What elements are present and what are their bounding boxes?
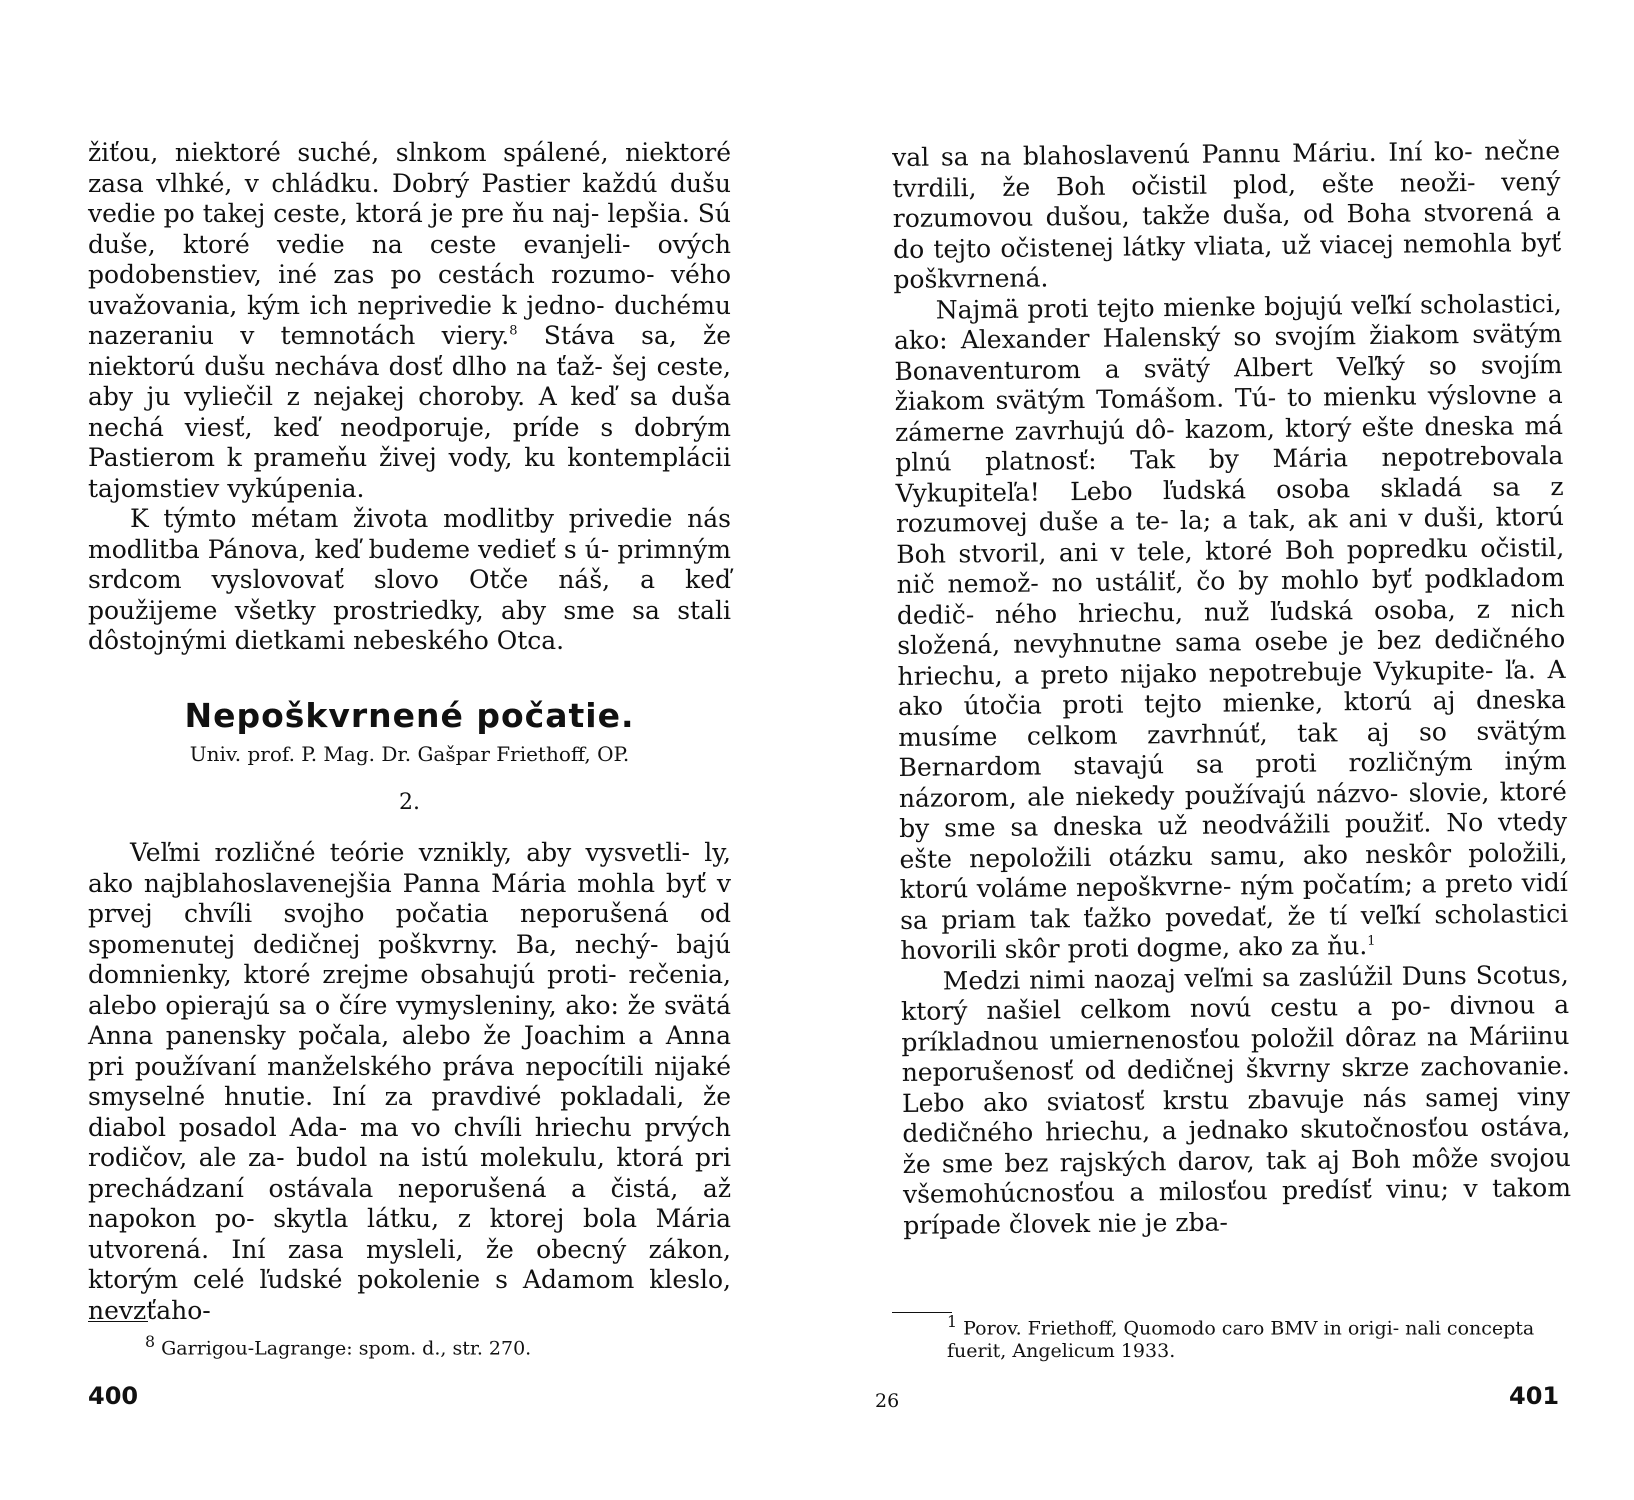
text-line: Veľký so svojím žiakom svätým Tomášom. Tú- <box>894 349 1563 416</box>
text-line: vého uvažovania, kým ich neprivedie k jedno- <box>88 260 731 320</box>
article-heading: Nepoškvrnené počatie. <box>184 695 635 735</box>
text-line: proti dogme, ako za ňu. <box>1067 931 1368 964</box>
paragraph-continued <box>892 136 1562 295</box>
text-line: Medzi nimi naozaj veľmi sa zaslúžil Duns <box>942 960 1467 996</box>
text-line: povedať, že tí veľkí scholastici hovorili skôr <box>900 898 1569 965</box>
text-line: scholastici, ako: Alexander Halenský so svojím <box>893 288 1562 355</box>
footnote-marker: 8 <box>145 1332 156 1351</box>
text-line: krstu zbavuje nás samej viny dedičného <box>902 1081 1571 1148</box>
footnote-marker: 8 <box>509 323 518 339</box>
text-line: ako neskôr položili, ktorú voláme nepoškvrne- <box>899 837 1568 904</box>
footnote <box>145 1330 531 1360</box>
text-line: príde s dobrým Pastierom k prameňu živej <box>88 412 731 472</box>
signature-mark: 26 <box>875 1390 900 1412</box>
right-text-column <box>892 136 1571 1241</box>
text-line: to mienku výslovne a zámerne zavrhujú dô- <box>894 379 1563 447</box>
page-number: 400 <box>88 1382 139 1410</box>
paragraph-duns-scotus <box>901 959 1572 1240</box>
text-line: sme bez rajských darov, tak aj Boh môže <box>941 1143 1479 1179</box>
footnote-marker: 1 <box>947 1312 958 1331</box>
text-line: ľudské pokolenie s Adamom kleslo, nevzťaho- <box>88 1265 732 1325</box>
text-line: za pravdivé pokladali, že diabol posadol Ada- <box>88 1082 731 1142</box>
text-line: val sa na blahoslavenú Pannu Máriu. Iní ko- <box>892 136 1473 172</box>
footnote-marker: 1 <box>1367 933 1376 949</box>
text-line: iným názorom, ale niekedy používajú názvo- <box>898 745 1567 813</box>
article-author: Univ. prof. P. Mag. Dr. Gašpar Friethoff, OP. <box>189 742 630 766</box>
text-line: bajú domnienky, ktoré zrejme obsahujú proti- <box>88 929 731 989</box>
text-line: svätým Bernardom stavajú sa proti rozličným <box>898 715 1567 782</box>
text-line: ly, ako najblahoslavenejšia Panna Mária mohla <box>88 838 731 898</box>
text-line: Najmä proti tejto mienke bojujú veľkí <box>935 290 1412 325</box>
text-line: žiťou, niektoré suché, slnkom spálené, niektoré <box>88 138 731 167</box>
right-page <box>817 0 1634 1500</box>
text-line: hriechu, a jednako skutočnosťou ostáva, že <box>902 1111 1571 1179</box>
text-line: ostávala neporušená a čistá, až napokon po- <box>88 1173 731 1233</box>
text-line: svojou všemohúcnosťou a milosťou predísť <box>902 1142 1571 1209</box>
text-line: K týmto métam života modlitby privedie <box>130 504 673 533</box>
text-line: v tele, ktoré Boh popredku očistil, nič nemož- <box>896 532 1565 599</box>
text-line: zasa mysleli, že obecný zákon, ktorým celé <box>88 1234 731 1294</box>
text-line: Scotus, ktorý našiel celkom novú cestu a po- <box>900 959 1569 1026</box>
text-line: ného hriechu, nuž ľudská osoba, z nich složená, <box>897 593 1566 660</box>
text-line: vený rozumovou dušou, takže duša, od Boha <box>892 166 1561 233</box>
text-line: ových podobenstiev, iné zas po cestách rozumo- <box>88 229 731 289</box>
section-number: 2. <box>399 789 420 815</box>
text-line: skytla látku, z ktorej bola Mária utvorená. Iní <box>88 1204 732 1264</box>
text-line: vody, ku kontemplácii tajomstiev vykúpenia. <box>88 443 731 503</box>
text-line: budol na istú molekulu, ktorá pri prechádzaní <box>88 1143 731 1203</box>
footnote-text: nali concepta fuerit, Angelicum 1933. <box>947 1317 1535 1363</box>
footnote-rule <box>892 1312 952 1313</box>
text-line: nečne tvrdili, že Boh očistil plod, ešte neoži- <box>892 136 1561 203</box>
text-line: žiakom svätým Bonaventurom a svätý Albert <box>894 318 1563 386</box>
text-line: viacej nemohla byť poškvrnená. <box>893 227 1562 294</box>
paragraph-scholastici <box>894 288 1569 966</box>
page-number: 401 <box>1509 1382 1560 1410</box>
text-line: dneska musíme celkom zavrhnúť, tak aj so <box>898 684 1567 752</box>
text-line: ľa. A ako útočia proti tejto mienke, ktorú aj <box>897 654 1566 721</box>
paragraph-teorie <box>88 838 731 1326</box>
text-line: divnou a príkladnou umiernenosťou položil <box>901 989 1570 1057</box>
text-line: lepšia. Sú duše, ktoré vedie na ceste evanjeli- <box>88 199 731 259</box>
text-line: dušu vedie po takej ceste, ktorá je pre ňu naj- <box>88 168 732 228</box>
footnote-rule <box>88 1321 148 1322</box>
text-line: použiť. No vtedy ešte nepoložili otázku samu, <box>899 806 1568 874</box>
footnote-text: Garrigou-Lagrange: spom. d., str. 270. <box>161 1337 532 1360</box>
text-line: zasa vlhké, v chládku. Dobrý Pastier každú <box>88 168 658 198</box>
text-line: rečenia, alebo opierajú sa o číre vymysleniny, <box>88 960 731 1020</box>
paragraph-modlitba <box>88 504 731 657</box>
text-line: vinu; v takom prípade človek nie je zba- <box>903 1172 1572 1240</box>
text-line: byť v prvej chvíli svojho počatia neporušená <box>88 868 731 928</box>
footnote <box>947 1310 1547 1363</box>
text-line: nevyhnutne sama osebe je bez dedičného <box>1013 623 1566 659</box>
text-line: a keď použijeme všetky prostriedky, aby sme <box>88 565 731 625</box>
text-line: nás modlitba Pánova, keď budeme vedieť s ú- <box>88 504 731 564</box>
text-line: primným srdcom vyslovovať slovo Otče náš, <box>88 534 732 594</box>
text-line: la; a tak, ak ani v duši, ktorú Boh stvoril, ani <box>896 501 1565 569</box>
text-line: kazom, ktorý ešte dneska má plnú platnosť: <box>895 410 1564 477</box>
text-line: šej ceste, aby ju vyliečil z nejakej choroby. <box>88 351 731 411</box>
text-line: ako: že svätá Anna panensky počala, alebo že <box>88 990 731 1050</box>
text-line: no ustáliť, čo by mohlo byť podkladom dedič- <box>896 562 1565 630</box>
text-line: práva nepocítili nijaké smyselné hnutie. Iní <box>88 1051 731 1111</box>
text-line: A keď sa duša nechá viesť, keď neodporuje, <box>88 382 731 442</box>
text-line: ným počatím; a preto vidí sa priam tak ťažko <box>899 867 1568 935</box>
footnote-text: Porov. Friethoff, Quomodo caro BMV in origi- <box>963 1317 1400 1340</box>
text-line: slovie, ktoré by sme sa dneska už neodvážili <box>899 776 1567 843</box>
text-line: od spomenutej dedičnej poškvrny. Ba, nechý- <box>88 899 731 959</box>
text-line: Stáva sa, že niektorú dušu necháva dosť dlho na ťaž- <box>88 321 731 381</box>
text-line: hriechu, a preto nijako nepotrebuje Vykupite- <box>897 655 1494 691</box>
text-line: duchému nazeraniu v temnotách viery. <box>88 290 731 350</box>
text-line: dôraz na Máriinu neporušenosť od dedičnej <box>901 1020 1570 1087</box>
text-line: Veľmi rozličné teórie vznikly, aby vysvetli- <box>130 838 690 867</box>
intro-paragraph <box>88 138 731 504</box>
text-line: škvrny skrze zachovanie. Lebo ako sviatosť <box>901 1050 1570 1118</box>
text-line: sa stali dôstojnými dietkami nebeského Otca. <box>88 595 731 655</box>
text-line: ľudská osoba skladá sa z rozumovej duše a te- <box>895 471 1564 538</box>
text-line: stvorená a do tejto očistenej látky vliata, už <box>892 197 1561 264</box>
left-text-column <box>88 138 731 1326</box>
text-line: Tak by Mária nepotrebovala Vykupiteľa! Lebo <box>895 440 1564 508</box>
text-line: ma vo chvíli hriechu prvých rodičov, ale za- <box>88 1112 731 1172</box>
text-line: Joachim a Anna pri používaní manželského <box>88 1021 731 1081</box>
